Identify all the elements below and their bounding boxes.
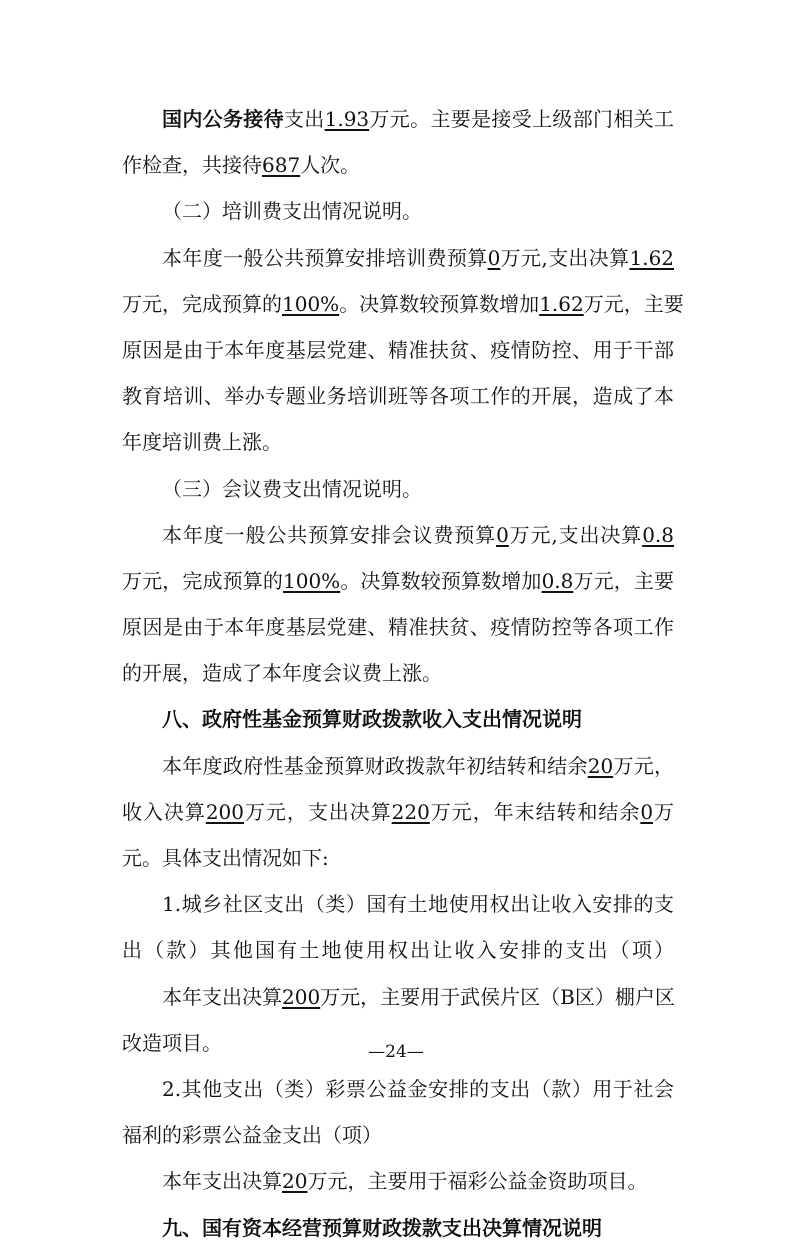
item-1-line-2: 出（款）其他国有土地使用权出让收入安排的支出（项） (122, 938, 674, 963)
reception-title: 国内公务接待 (162, 107, 284, 131)
fund-text: 收入决算 (122, 799, 206, 824)
fund-text: 万元， (613, 753, 675, 778)
fund-line-1 (122, 743, 674, 789)
item-2-amount: 20 (282, 1169, 308, 1194)
item-1-amount: 200 (282, 984, 321, 1009)
meeting-text: 本年度一般公共预算安排会议费预算 (162, 522, 497, 547)
fund-line-2 (122, 789, 674, 835)
item-2-line-1: 2.其他支出（类）彩票公益金安排的支出（款）用于社会 (162, 1076, 674, 1101)
meeting-text: 万元，主要 (573, 568, 674, 593)
training-text: 。决算数较预算数增加 (339, 291, 540, 316)
reception-amount: 1.93 (324, 107, 370, 131)
item-1-line-3 (122, 974, 674, 1020)
meeting-rate: 100% (283, 568, 341, 593)
fund-text: 万元，支出决算 (244, 799, 392, 824)
training-heading: （二）培训费支出情况说明。 (162, 199, 422, 224)
item-1-text: 万元，主要用于武侯片区（B区）棚户区 (320, 984, 675, 1009)
reception-text: 万元。主要是接受上级部门相关工 (369, 107, 675, 131)
meeting-text: 万元,支出决算 (508, 522, 643, 547)
page-number: —24— (368, 1042, 424, 1062)
document-body (122, 96, 684, 1251)
reception-line-2 (122, 142, 674, 188)
training-line-4: 教育培训、举办专题业务培训班等各项工作的开展，造成了本 (122, 384, 674, 409)
meeting-line-3: 原因是由于本年度基层党建、精准扶贫、疫情防控等各项工作 (122, 615, 674, 640)
meeting-final: 0.8 (642, 522, 674, 547)
training-increase: 1.62 (539, 291, 584, 316)
item-2-line-2: 福利的彩票公益金支出（项） (122, 1123, 382, 1148)
item-2-text: 本年支出决算 (162, 1169, 282, 1194)
meeting-text: 万元，完成预算的 (122, 568, 283, 593)
reception-visits: 687 (262, 153, 301, 178)
fund-expense: 220 (391, 799, 430, 824)
meeting-line-1 (122, 512, 674, 558)
training-rate: 100% (282, 291, 340, 316)
fund-text: 本年度政府性基金预算财政拨款年初结转和结余 (162, 753, 588, 778)
section-8-heading: 八、政府性基金预算财政拨款收入支出情况说明 (162, 707, 582, 732)
training-line-5: 年度培训费上涨。 (122, 430, 282, 455)
item-1-line-1: 1.城乡社区支出（类）国有土地使用权出让收入安排的支 (162, 892, 674, 917)
item-1-line-4: 改造项目。 (122, 1030, 222, 1055)
fund-line-3: 元。具体支出情况如下: (122, 846, 329, 870)
training-text: 万元,支出决算 (500, 245, 630, 270)
fund-closing: 0 (640, 799, 654, 824)
meeting-line-4: 的开展，造成了本年度会议费上涨。 (122, 661, 442, 686)
reception-text: 人次。 (300, 153, 361, 178)
training-line-2 (122, 281, 684, 327)
meeting-heading: （三）会议费支出情况说明。 (162, 476, 422, 501)
reception-line-1 (122, 96, 674, 142)
training-text: 万元，主要 (583, 291, 684, 316)
training-line-3: 原因是由于本年度基层党建、精准扶贫、疫情防控、用于干部 (122, 337, 674, 362)
fund-opening: 20 (587, 753, 614, 778)
meeting-text: 。决算数较预算数增加 (340, 568, 542, 593)
section-9-heading: 九、国有资本经营预算财政拨款支出决算情况说明 (162, 1215, 602, 1240)
fund-income: 200 (205, 799, 245, 824)
item-2-text: 万元，主要用于福彩公益金资助项目。 (307, 1169, 648, 1194)
item-2-line-3 (122, 1158, 674, 1204)
item-1-text: 本年支出决算 (162, 984, 282, 1009)
training-text: 本年度一般公共预算安排培训费预算 (162, 245, 488, 270)
fund-text: 万 (653, 799, 675, 824)
meeting-budget: 0 (496, 522, 509, 547)
reception-text: 作检查，共接待 (122, 153, 262, 178)
training-line-1 (122, 235, 674, 281)
meeting-line-2 (122, 558, 674, 604)
meeting-increase: 0.8 (541, 568, 574, 593)
reception-text: 支出 (283, 107, 325, 131)
training-final: 1.62 (629, 245, 675, 270)
training-text: 万元，完成预算的 (122, 291, 282, 316)
training-budget: 0 (487, 245, 501, 270)
fund-text: 万元，年末结转和结余 (429, 799, 641, 824)
